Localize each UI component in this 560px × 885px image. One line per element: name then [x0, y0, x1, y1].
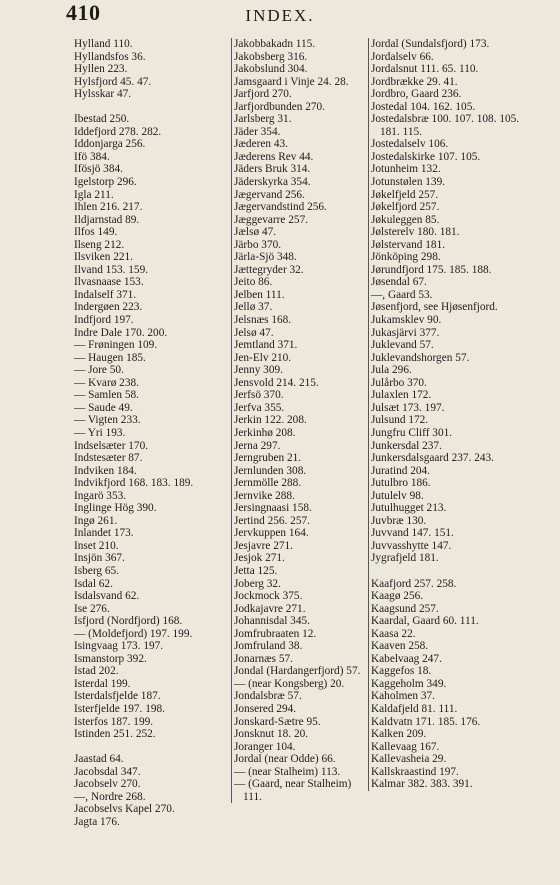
index-entry: Jungfru Cliff 301. — [371, 426, 453, 439]
index-entry: Igla 211. — [74, 188, 114, 201]
index-entry: Jaastad 64. — [74, 753, 124, 766]
index-entry: Jukasjärvi 377. — [371, 326, 440, 339]
index-entry: Jäderskyrka 354. — [234, 176, 311, 189]
index-entry: Inlandet 173. — [74, 527, 134, 540]
index-entry: Indergøen 223. — [74, 301, 143, 314]
index-entry: — Saude 49. — [74, 401, 133, 414]
index-entry: Ilvand 153. 159. — [74, 263, 149, 276]
index-entry: Jerkin 122. 208. — [234, 414, 307, 427]
index-entry: Kaaven 258. — [371, 640, 429, 653]
index-entry: Kaasa 22. — [371, 627, 416, 640]
index-entry: Isterdalsfjelde 187. — [74, 690, 161, 703]
index-entry: Jordalsnut 111. 65. 110. — [371, 63, 479, 76]
index-entry: Jostedalskirke 107. 105. — [371, 150, 481, 163]
index-entry: Jølsterelv 180. 181. — [371, 226, 460, 239]
index-entry: Isberg 65. — [74, 564, 119, 577]
index-entry: — Frøningen 109. — [74, 339, 158, 352]
index-entry: Isterdal 199. — [74, 677, 131, 690]
index-entry: Kaldafjeld 81. 111. — [371, 702, 458, 715]
index-entry: Kaardal, Gaard 60. 111. — [371, 615, 479, 628]
index-entry: Ise 276. — [74, 602, 110, 615]
index-entry: Ifösjö 384. — [74, 163, 123, 176]
index-entry: Jelsø 47. — [234, 326, 274, 339]
index-entry: Jeito 86. — [234, 276, 273, 289]
letter-section-gap — [74, 101, 230, 114]
index-entry: Ifö 384. — [74, 150, 110, 163]
index-entry: Kaldvatn 171. 185. 176. — [371, 715, 481, 728]
index-entry: Kallskraastind 197. — [371, 765, 459, 778]
index-entry: Jonskard-Sætre 95. — [234, 715, 321, 728]
index-entry: Kalmar 382. 383. 391. — [371, 778, 473, 791]
index-entry: Jukamsklev 90. — [371, 314, 442, 327]
index-entry: Hyllen 223. — [74, 63, 128, 76]
index-entry: Kaholmen 37. — [371, 690, 436, 703]
index-entry: Jostedal 104. 162. 105. — [371, 100, 476, 113]
index-entry: Isingvaag 173. 197. — [74, 640, 164, 653]
index-entry: Jordalselv 66. — [371, 50, 434, 63]
index-entry: Jerngruben 21. — [234, 452, 302, 465]
letter-section-gap — [74, 741, 230, 754]
index-column-1 — [74, 38, 230, 828]
index-entry: Kaafjord 257. 258. — [371, 577, 457, 590]
index-entry: —, Gaard 53. — [371, 288, 433, 301]
letter-section-gap — [371, 565, 531, 578]
index-entry: Jordbro, Gaard 236. — [371, 88, 462, 101]
index-entry: Jarfjord 270. — [234, 88, 292, 101]
index-entry: — (Moldefjord) 197. 199. — [74, 627, 193, 640]
index-entry: Igelstorp 296. — [74, 176, 137, 189]
index-entry: —, Nordre 268. — [74, 790, 146, 803]
index-entry: Kaggeholm 349. — [371, 677, 447, 690]
index-entry: Jondalsbræ 57. — [234, 690, 302, 703]
index-entry: Jernmölle 288. — [234, 477, 302, 490]
index-entry: Jensvold 214. 215. — [234, 376, 319, 389]
index-entry: Joranger 104. — [234, 740, 296, 753]
index-entry: Jesjok 271. — [234, 552, 285, 565]
index-entry: Hylsfjord 45. 47. — [74, 75, 152, 88]
index-entry: Isfjord (Nordfjord) 168. — [74, 615, 183, 628]
index-entry: Jakobsberg 316. — [234, 50, 308, 63]
index-entry: Joberg 32. — [234, 577, 281, 590]
index-entry: Kaagsund 257. — [371, 602, 439, 615]
index-entry: Jonsered 294. — [234, 702, 297, 715]
index-entry: Ingø 261. — [74, 514, 118, 527]
index-entry: Ismanstorp 392. — [74, 652, 147, 665]
index-entry: — Vigten 233. — [74, 414, 141, 427]
index-entry: Jonarnæs 57. — [234, 652, 293, 665]
index-entry: Iddefjord 278. 282. — [74, 125, 162, 138]
index-entry: Jockmock 375. — [234, 590, 303, 603]
index-entry: Jøkelfjord 257. — [371, 201, 440, 214]
index-entry: Hylland 110. — [74, 38, 133, 50]
index-entry: Jemtland 371. — [234, 339, 298, 352]
index-entry: Indselsæter 170. — [74, 439, 149, 452]
index-entry: Jæderen 43. — [234, 138, 288, 151]
index-entry: Julsæt 173. 197. — [371, 401, 445, 414]
index-entry: Jordal (near Odde) 66. — [234, 753, 336, 766]
index-entry: Jula 296. — [371, 364, 412, 377]
index-entry: Kaagø 256. — [371, 590, 424, 603]
index-column-2 — [231, 38, 368, 803]
index-entry: Jacobselvs Kapel 270. — [74, 803, 175, 816]
index-entry: Jægervand 256. — [234, 188, 305, 201]
index-entry: Jølstervand 181. — [371, 238, 446, 251]
index-entry: — (near Kongsberg) 20. — [234, 677, 345, 690]
index-entry: Jodkajavre 271. — [234, 602, 306, 615]
index-entry: Juvvand 147. 151. — [371, 527, 454, 540]
index-entry: — Kvarø 238. — [74, 376, 139, 389]
index-entry: Jerfva 355. — [234, 401, 285, 414]
index-entry: Ildjarnstad 89. — [74, 213, 140, 226]
index-entry: Jøsendal 67. — [371, 276, 427, 289]
index-entry: Insjön 367. — [74, 552, 125, 565]
index-entry: Jæggevarre 257. — [234, 213, 309, 226]
index-entry: Ilseng 212. — [74, 238, 125, 251]
index-entry: Jøsenfjord, see Hjøsenfjord. — [371, 301, 498, 314]
index-entry: Jellø 37. — [234, 301, 273, 314]
index-entry: Juklevandshorgen 57. — [371, 351, 470, 364]
index-entry: Juklevand 57. — [371, 339, 434, 352]
index-entry: Junkersdalsgaard 237. 243. — [371, 452, 494, 465]
index-entry: Jotunstølen 139. — [371, 176, 446, 189]
index-entry: — (Gaard, near Stalheim) 111. — [234, 778, 352, 803]
index-entry: Ilvasnaase 153. — [74, 276, 144, 289]
index-entry: Isdal 62. — [74, 577, 113, 590]
index-entry: Jostedalselv 106. — [371, 138, 449, 151]
index-entry: Jakobslund 304. — [234, 63, 308, 76]
index-entry: Ilsviken 221. — [74, 251, 133, 264]
index-entry: Isdalsvand 62. — [74, 590, 140, 603]
index-entry: Jelben 111. — [234, 288, 285, 301]
index-entry: Istad 202. — [74, 665, 119, 678]
index-entry: Istinden 251. 252. — [74, 728, 156, 741]
index-entry: Jotunheim 132. — [371, 163, 441, 176]
index-entry: Jarfjordbunden 270. — [234, 100, 325, 113]
index-entry: — Samlen 58. — [74, 389, 139, 402]
index-entry: Jerkinhø 208. — [234, 426, 296, 439]
index-entry: Indvikfjord 168. 183. 189. — [74, 477, 194, 490]
index-entry: Iddonjarga 256. — [74, 138, 146, 151]
index-entry: Jagta 176. — [74, 815, 120, 828]
index-entry: Juvbræ 130. — [371, 514, 427, 527]
index-entry: Isterfjelde 197. 198. — [74, 702, 165, 715]
index-entry: Jerna 297. — [234, 439, 281, 452]
index-entry: Kabelvaag 247. — [371, 652, 442, 665]
index-entry: Indre Dale 170. 200. — [74, 326, 168, 339]
index-entry: Inglinge Hög 390. — [74, 502, 157, 515]
index-entry: Järla-Sjö 348. — [234, 251, 297, 264]
index-entry: Indfjord 197. — [74, 314, 134, 327]
index-entry: Jetta 125. — [234, 564, 278, 577]
index-entry: Jordal (Sundalsfjord) 173. — [371, 38, 490, 50]
index-entry: Ingarö 353. — [74, 489, 127, 502]
index-entry: Indalself 371. — [74, 288, 137, 301]
index-entry: Jenny 309. — [234, 364, 283, 377]
index-entry: Järbo 370. — [234, 238, 282, 251]
index-entry: Julårbo 370. — [371, 376, 427, 389]
index-entry: Jervkuppen 164. — [234, 527, 309, 540]
index-entry: Julaxlen 172. — [371, 389, 432, 402]
index-entry: Julsund 172. — [371, 414, 429, 427]
index-entry: — Yri 193. — [74, 426, 126, 439]
index-entry: Jøkuleggen 85. — [371, 213, 440, 226]
index-entry: Jomfrubraaten 12. — [234, 627, 317, 640]
index-entry: Junkersdal 237. — [371, 439, 442, 452]
index-column-3 — [368, 38, 531, 791]
index-entry: Jostedalsbræ 100. 107. 108. 105. 181. 115. — [371, 113, 520, 138]
index-entry: — (near Stalheim) 113. — [234, 765, 341, 778]
index-entry: Jacobselv 270. — [74, 778, 141, 791]
index-entry: Jutulbro 186. — [371, 477, 431, 490]
index-entry: Jutulelv 98. — [371, 489, 424, 502]
index-entry: Jakobbakadn 115. — [234, 38, 316, 50]
index-entry: Indviken 184. — [74, 464, 137, 477]
index-entry: Jonsknut 18. 20. — [234, 728, 309, 741]
index-entry: Hyllandsfos 36. — [74, 50, 146, 63]
index-entry: Jäders Bruk 314. — [234, 163, 311, 176]
index-entry: Jondal (Hardangerfjord) 57. — [234, 665, 361, 678]
index-entry: Jäder 354. — [234, 125, 281, 138]
index-entry: Jørundfjord 175. 185. 188. — [371, 263, 492, 276]
index-entry: — Haugen 185. — [74, 351, 146, 364]
index-entry: Kalken 209. — [371, 728, 427, 741]
index-entry: Kallevaag 167. — [371, 740, 440, 753]
index-entry: Jertind 256. 257. — [234, 514, 310, 527]
index-entry: Jygrafjeld 181. — [371, 552, 439, 565]
page-number: 410 — [66, 0, 101, 25]
index-entry: Jernvike 288. — [234, 489, 295, 502]
index-entry: Jönköping 298. — [371, 251, 441, 264]
index-entry: Indstesæter 87. — [74, 452, 143, 465]
index-entry: Hylsskar 47. — [74, 88, 132, 101]
index-entry: Jomfruland 38. — [234, 640, 303, 653]
index-entry: Isterfos 187. 199. — [74, 715, 154, 728]
index-entry: Kaggefos 18. — [371, 665, 432, 678]
index-entry: Ihlen 216. 217. — [74, 201, 143, 214]
index-entry: Jæderens Rev 44. — [234, 150, 314, 163]
index-entry: Jelsnæs 168. — [234, 314, 292, 327]
index-entry: Jordbrække 29. 41. — [371, 75, 458, 88]
index-entry: Jutulhugget 213. — [371, 502, 447, 515]
index-entry: Jættegryder 32. — [234, 263, 304, 276]
index-entry: Juvvasshytte 147. — [371, 539, 452, 552]
index-entry: — Jore 50. — [74, 364, 124, 377]
index-entry: Johannisdal 345. — [234, 615, 310, 628]
index-entry: Kallevasheia 29. — [371, 753, 447, 766]
index-entry: Jernlunden 308. — [234, 464, 307, 477]
index-entry: Jægervandstind 256. — [234, 201, 327, 214]
index-entry: Jersingnaasi 158. — [234, 502, 312, 515]
index-entry: Ilfos 149. — [74, 226, 118, 239]
index-entry: Juratind 204. — [371, 464, 430, 477]
index-entry: Jælsø 47. — [234, 226, 277, 239]
index-entry: Jamsgaard i Vinje 24. 28. — [234, 75, 349, 88]
index-entry: Jarlsberg 31. — [234, 113, 292, 126]
index-entry: Jacobsdal 347. — [74, 765, 141, 778]
index-entry: Jen-Elv 210. — [234, 351, 292, 364]
index-entry: Ibestad 250. — [74, 113, 130, 126]
index-entry: Jøkelfjeld 257. — [371, 188, 439, 201]
running-head: INDEX. — [245, 6, 315, 25]
index-entry: Inset 210. — [74, 539, 119, 552]
index-entry: Jerfsö 370. — [234, 389, 284, 402]
index-entry: Jesjavre 271. — [234, 539, 293, 552]
